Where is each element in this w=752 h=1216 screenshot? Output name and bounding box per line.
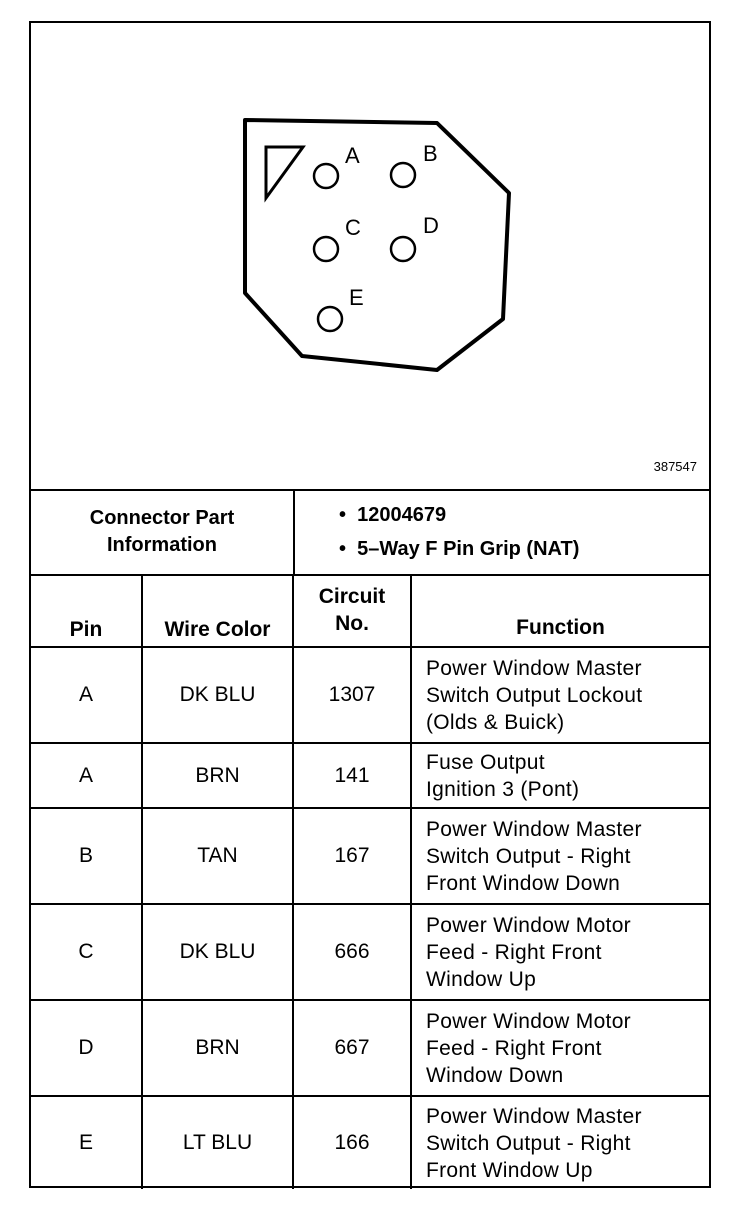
pin-column-header: Pin bbox=[31, 574, 142, 647]
pin-cell: B bbox=[31, 808, 142, 904]
part-info-label-line2: Information bbox=[107, 533, 217, 556]
pin-cell: C bbox=[31, 904, 142, 1000]
table-row bbox=[31, 808, 709, 904]
table-row bbox=[31, 743, 709, 808]
pin-cell: E bbox=[31, 1096, 142, 1189]
connector-face-drawing bbox=[31, 23, 709, 489]
pin-label-a: A bbox=[345, 143, 360, 168]
circuit-cell: 167 bbox=[293, 808, 411, 904]
circuit-cell: 667 bbox=[293, 1000, 411, 1096]
wire-color-cell: DK BLU bbox=[142, 904, 293, 1000]
part-info-label bbox=[31, 489, 295, 574]
wire-color-cell: BRN bbox=[142, 1000, 293, 1096]
pin-a-cavity bbox=[314, 164, 338, 188]
pin-label-e: E bbox=[349, 285, 364, 310]
pin-label-c: C bbox=[345, 215, 361, 240]
pin-d-cavity bbox=[391, 237, 415, 261]
wire-color-cell: TAN bbox=[142, 808, 293, 904]
table-row bbox=[31, 1000, 709, 1096]
pin-one-indicator-triangle bbox=[266, 147, 303, 198]
pin-e-cavity bbox=[318, 307, 342, 331]
function-column-header: Function bbox=[411, 574, 709, 647]
connector-sheet bbox=[29, 21, 711, 1188]
table-row bbox=[31, 647, 709, 743]
wire-color-cell: DK BLU bbox=[142, 647, 293, 743]
circuit-cell: 141 bbox=[293, 743, 411, 808]
part-number-item: • 12004679 bbox=[339, 504, 447, 526]
pin-cell: A bbox=[31, 743, 142, 808]
function-cell: Power Window Motor Feed - Right Front Window Down bbox=[411, 1000, 709, 1096]
connector-part-info bbox=[31, 489, 709, 576]
pin-b-cavity bbox=[391, 163, 415, 187]
wire-color-cell: BRN bbox=[142, 743, 293, 808]
function-cell: Power Window Master Switch Output - Right Front Window Up bbox=[411, 1096, 709, 1189]
circuit-column-header: Circuit No. bbox=[293, 574, 411, 647]
pin-c-cavity bbox=[314, 237, 338, 261]
pin-label-d: D bbox=[423, 213, 439, 238]
wire-color-column-header: Wire Color bbox=[142, 574, 293, 647]
table-row bbox=[31, 904, 709, 1000]
table-header-row bbox=[31, 574, 709, 647]
part-info-items bbox=[295, 489, 709, 574]
function-cell: Power Window Motor Feed - Right Front Window Up bbox=[411, 904, 709, 1000]
function-cell: Power Window Master Switch Output Lockout (Olds & Buick) bbox=[411, 647, 709, 743]
figure-id: 387547 bbox=[653, 459, 697, 474]
pin-cell: A bbox=[31, 647, 142, 743]
connector-description-item: • 5–Way F Pin Grip (NAT) bbox=[339, 538, 580, 560]
table-row bbox=[31, 1096, 709, 1189]
part-info-label-line1: Connector Part bbox=[89, 506, 235, 529]
connector-outline bbox=[245, 120, 509, 370]
pinout-table bbox=[31, 574, 709, 1189]
wire-color-cell: LT BLU bbox=[142, 1096, 293, 1189]
function-cell: Power Window Master Switch Output - Right Front Window Down bbox=[411, 808, 709, 904]
circuit-cell: 666 bbox=[293, 904, 411, 1000]
connector-diagram bbox=[31, 23, 709, 491]
function-cell: Fuse Output Ignition 3 (Pont) bbox=[411, 743, 709, 808]
pin-label-b: B bbox=[423, 141, 438, 166]
circuit-cell: 166 bbox=[293, 1096, 411, 1189]
pin-cell: D bbox=[31, 1000, 142, 1096]
circuit-cell: 1307 bbox=[293, 647, 411, 743]
